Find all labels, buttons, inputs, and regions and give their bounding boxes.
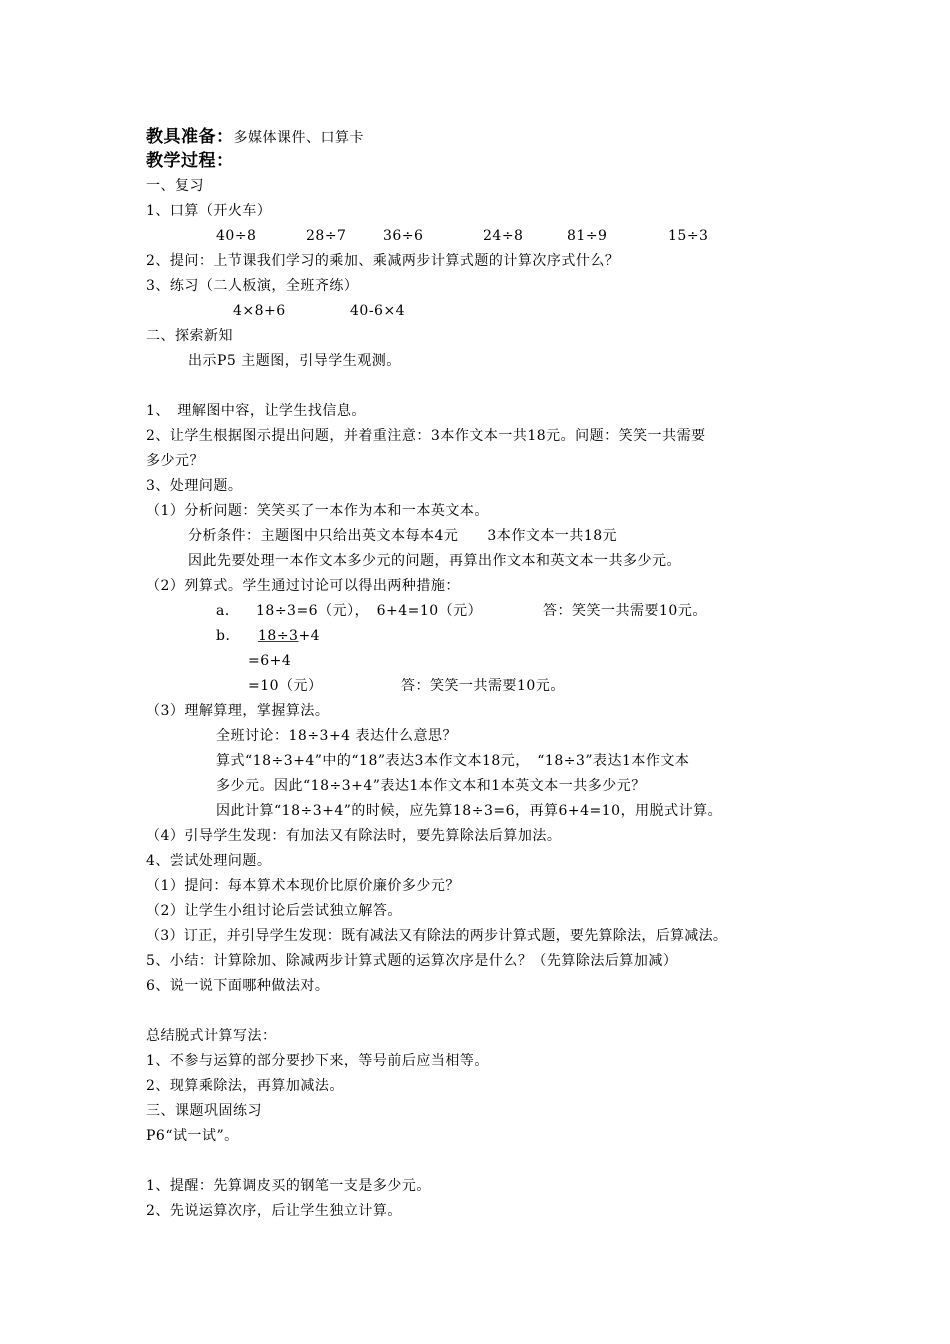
section-review: 一、复习 [146,178,204,194]
step-2b: 多少元？ [146,453,204,469]
step-6: 6、说一说下面哪种做法对。 [146,978,330,994]
calc-item: 81÷9 [567,228,608,244]
calc-item: 15÷3 [668,228,709,244]
method-b-answer: 答：笑笑一共需要10元。 [401,678,565,694]
calc-item: 28÷7 [306,228,347,244]
calc-item: 40÷8 [216,228,257,244]
sub-3: （3）理解算理，掌握算法。 [146,703,330,719]
method-b-expr-rest: +4 [298,628,321,644]
summary-title: 总结脱式计算写法： [146,1028,277,1044]
summary-rule-1: 1、不参与运算的部分要抄下来，等号前后应当相等。 [146,1053,489,1069]
step-4: 4、尝试处理问题。 [146,853,272,869]
prep-label: 教具准备： [146,127,234,147]
calc-item: 36÷6 [383,228,424,244]
calc-item: 24÷8 [483,228,524,244]
sub-4: （4）引导学生发现：有加法又有除法时，要先算除法后算加法。 [146,828,562,844]
method-b-step1: =6+4 [248,653,292,669]
section-consolidate: 三、课题巩固练习 [146,1103,262,1119]
try-2: （2）让学生小组讨论后尝试独立解答。 [146,903,402,919]
prep-text: 多媒体课件、口算卡 [233,130,364,146]
sub-1b: 因此先要处理一本作文本多少元的问题，再算出作文本和英文本一共多少元。 [188,553,681,569]
method-b-expr-underlined: 18÷3 [258,628,299,644]
process-heading: 教学过程： [146,151,234,171]
method-b-expr [258,626,320,646]
sub-1a: 分析条件：主题图中只给出英文本每本4元 3本作文本一共18元 [188,528,618,544]
prep-line [146,127,364,148]
oral-calc-title: 1、口算（开火车） [146,203,272,219]
step-3: 3、处理问题。 [146,478,243,494]
sub-1: （1）分析问题：笑笑买了一本作为本和一本英文本。 [146,503,489,519]
tip-2: 2、先说运算次序，后让学生独立计算。 [146,1203,402,1219]
method-a-label: a． [216,603,240,619]
practice-title: 3、练习（二人板演，全班齐练） [146,278,359,294]
method-b-step2: =10（元） [248,678,323,694]
question-line: 2、提问：上节课我们学习的乘加、乘减两步计算式题的计算次序式什么？ [146,253,620,269]
sub-3a: 全班讨论：18÷3+4 表达什么意思？ [216,728,458,744]
p6-line: P6“试一试”。 [146,1128,239,1144]
sub-3b: 算式“18÷3+4”中的“18”表达3本作文本18元， “18÷3”表达1本作文本 [216,753,690,769]
sub-3d: 因此计算“18÷3+4”的时候，应先算18÷3=6，再算6+4=10，用脱式计算。 [216,803,723,819]
practice-item: 40-6×4 [350,303,406,319]
method-a-answer: 答：笑笑一共需要10元。 [543,603,707,619]
show-figure-line: 出示P5 主题图，引导学生观测。 [188,353,401,369]
step-1: 1、 理解图中容，让学生找信息。 [146,403,366,419]
try-3: （3）订正，并引导学生发现：既有减法又有除法的两步计算式题，要先算除法，后算减法。 [146,928,728,944]
method-b-label: b． [216,628,240,644]
step-2a: 2、让学生根据图示提出问题，并着重注意：3本作文本一共18元。问题：笑笑一共需要 [146,428,706,444]
try-1: （1）提问：每本算术本现价比原价廉价多少元？ [146,878,460,894]
sub-2: （2）列算式。学生通过讨论可以得出两种措施： [146,578,460,594]
sub-3c: 多少元。因此“18÷3+4”表达1本作文本和1本英文本一共多少元？ [216,778,646,794]
tip-1: 1、提醒：先算调皮买的钢笔一支是多少元。 [146,1178,431,1194]
method-a-expr: 18÷3=6（元）， 6+4=10（元） [256,603,483,619]
step-5: 5、小结：计算除加、除减两步计算式题的运算次序是什么？（先算除法后算加减） [146,953,678,969]
summary-rule-2: 2、现算乘除法，再算加减法。 [146,1078,344,1094]
practice-item: 4×8+6 [233,303,286,319]
section-explore: 二、探索新知 [146,328,233,344]
